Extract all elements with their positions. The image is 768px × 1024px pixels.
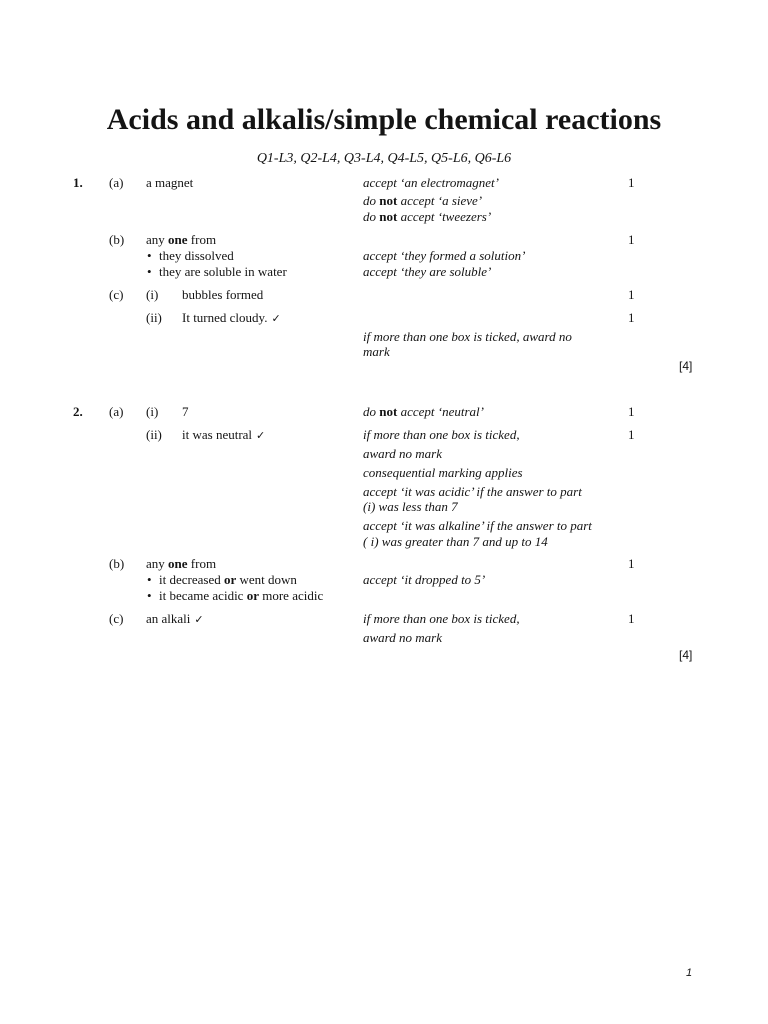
guidance-segment: accept ‘neutral’ [397,404,484,419]
answer-segment: any [146,232,169,247]
guidance-text: accept ‘they formed a solution’ [363,248,526,263]
q1-c-ii-row [0,310,768,326]
subpart-label: (i) [146,404,159,419]
guidance-text: mark [363,344,390,359]
bullet-segment: it decreased [159,572,224,587]
emphasis-text: not [379,193,398,208]
guidance-text: if more than one box is ticked, award no [363,329,572,344]
emphasis-text: one [168,556,188,571]
tick-icon: ✓ [256,429,266,442]
part-label: (b) [109,556,125,571]
q1-c-i-row [0,287,768,303]
q2-a-guidance-row [0,465,768,481]
tick-icon: ✓ [194,613,204,626]
guidance-segment: do [363,209,380,224]
q2-c-row [0,611,768,627]
question-number: 2. [73,404,83,419]
guidance-text: consequential marking applies [363,465,523,480]
guidance-segment: do [363,193,380,208]
bullet-segment: it became acidic [159,588,247,603]
mark-value: 1 [628,611,635,626]
q1-a-guidance-row [0,193,768,209]
q2-b-bullet-row [0,588,768,604]
q1-b-bullet-row [0,248,768,264]
q2-total-row [0,647,768,663]
guidance-text [363,404,484,420]
part-label: (a) [109,404,124,419]
answer-text: 7 [182,404,189,419]
guidance-text: accept ‘they are soluble’ [363,264,492,279]
guidance-text: accept ‘an electromagnet’ [363,175,499,190]
answer-segment: an alkali [146,611,191,626]
q2-a-guidance-row [0,534,768,550]
answer-text [182,310,281,327]
bullet-item: • they dissolved [146,248,234,264]
answer-text: a magnet [146,175,194,190]
emphasis-text: or [246,588,259,603]
q2-a-guidance-row [0,518,768,534]
guidance-text: accept ‘it dropped to 5’ [363,572,486,587]
q1-b-row [0,232,768,248]
q2-a-guidance-row [0,484,768,500]
bullet-segment: more acidic [258,588,324,603]
q2-b-row [0,556,768,572]
guidance-text: award no mark [363,630,442,645]
part-label: (a) [109,175,124,190]
subpart-label: (i) [146,287,159,302]
answer-text [182,427,265,444]
subpart-label: (ii) [146,427,162,442]
guidance-text: award no mark [363,446,442,461]
guidance-text: ( i) was greater than 7 and up to 14 [363,534,548,549]
guidance-text [363,209,491,225]
q1-c-guidance-row [0,329,768,345]
mark-value: 1 [628,287,635,302]
question-levels: Q1-L3, Q2-L4, Q3-L4, Q4-L5, Q5-L6, Q6-L6 [256,151,512,166]
bullet-item [146,572,297,588]
answer-segment: from [187,232,217,247]
part-label: (c) [109,287,124,302]
bullet-item [146,588,323,604]
answer-segment: it was neutral [182,427,253,442]
guidance-text [363,193,482,209]
guidance-segment: accept ‘a sieve’ [397,193,483,208]
mark-value: 1 [628,556,635,571]
q2-a-ii-row [0,427,768,443]
question-number: 1. [73,175,83,190]
page-title: Acids and alkalis/simple chemical reactions [106,103,662,136]
q2-a-guidance-row [0,499,768,515]
q1-b-bullet-row [0,264,768,280]
answer-segment: It turned cloudy. [182,310,268,325]
q1-a-row [0,175,768,191]
guidance-segment: do [363,404,380,419]
guidance-segment: accept ‘tweezers’ [397,209,492,224]
bullet-item: • they are soluble in water [146,264,287,280]
guidance-text: accept ‘it was acidic’ if the answer to part [363,484,582,499]
answer-text [146,556,216,572]
mark-value: 1 [628,175,635,190]
answer-segment: any [146,556,169,571]
mark-value: 1 [628,232,635,247]
part-label: (b) [109,232,125,247]
q2-a-guidance-row [0,446,768,462]
page-number: 1 [686,967,693,979]
answer-segment: from [187,556,217,571]
mark-value: 1 [628,404,635,419]
total-marks: [4] [679,648,693,662]
q1-a-guidance-row [0,209,768,225]
subpart-label: (ii) [146,310,162,325]
total-marks: [4] [679,359,693,373]
mark-value: 1 [628,310,635,325]
guidance-text: if more than one box is ticked, [363,611,520,626]
emphasis-text: one [168,232,188,247]
q2-c-guidance-row [0,630,768,646]
guidance-text: (i) was less than 7 [363,499,458,514]
tick-icon: ✓ [271,312,281,325]
q1-total-row [0,358,768,374]
part-label: (c) [109,611,124,626]
answer-text [146,611,204,628]
answer-text [146,232,216,248]
emphasis-text: not [379,209,398,224]
bullet-segment: went down [236,572,297,587]
mark-value: 1 [628,427,635,442]
q2-b-bullet-row [0,572,768,588]
guidance-text: if more than one box is ticked, [363,427,520,442]
emphasis-text: not [379,404,398,419]
guidance-text: accept ‘it was alkaline’ if the answer to part [363,518,592,533]
q2-a-i-row [0,404,768,420]
answer-text: bubbles formed [182,287,264,302]
emphasis-text: or [223,572,237,587]
